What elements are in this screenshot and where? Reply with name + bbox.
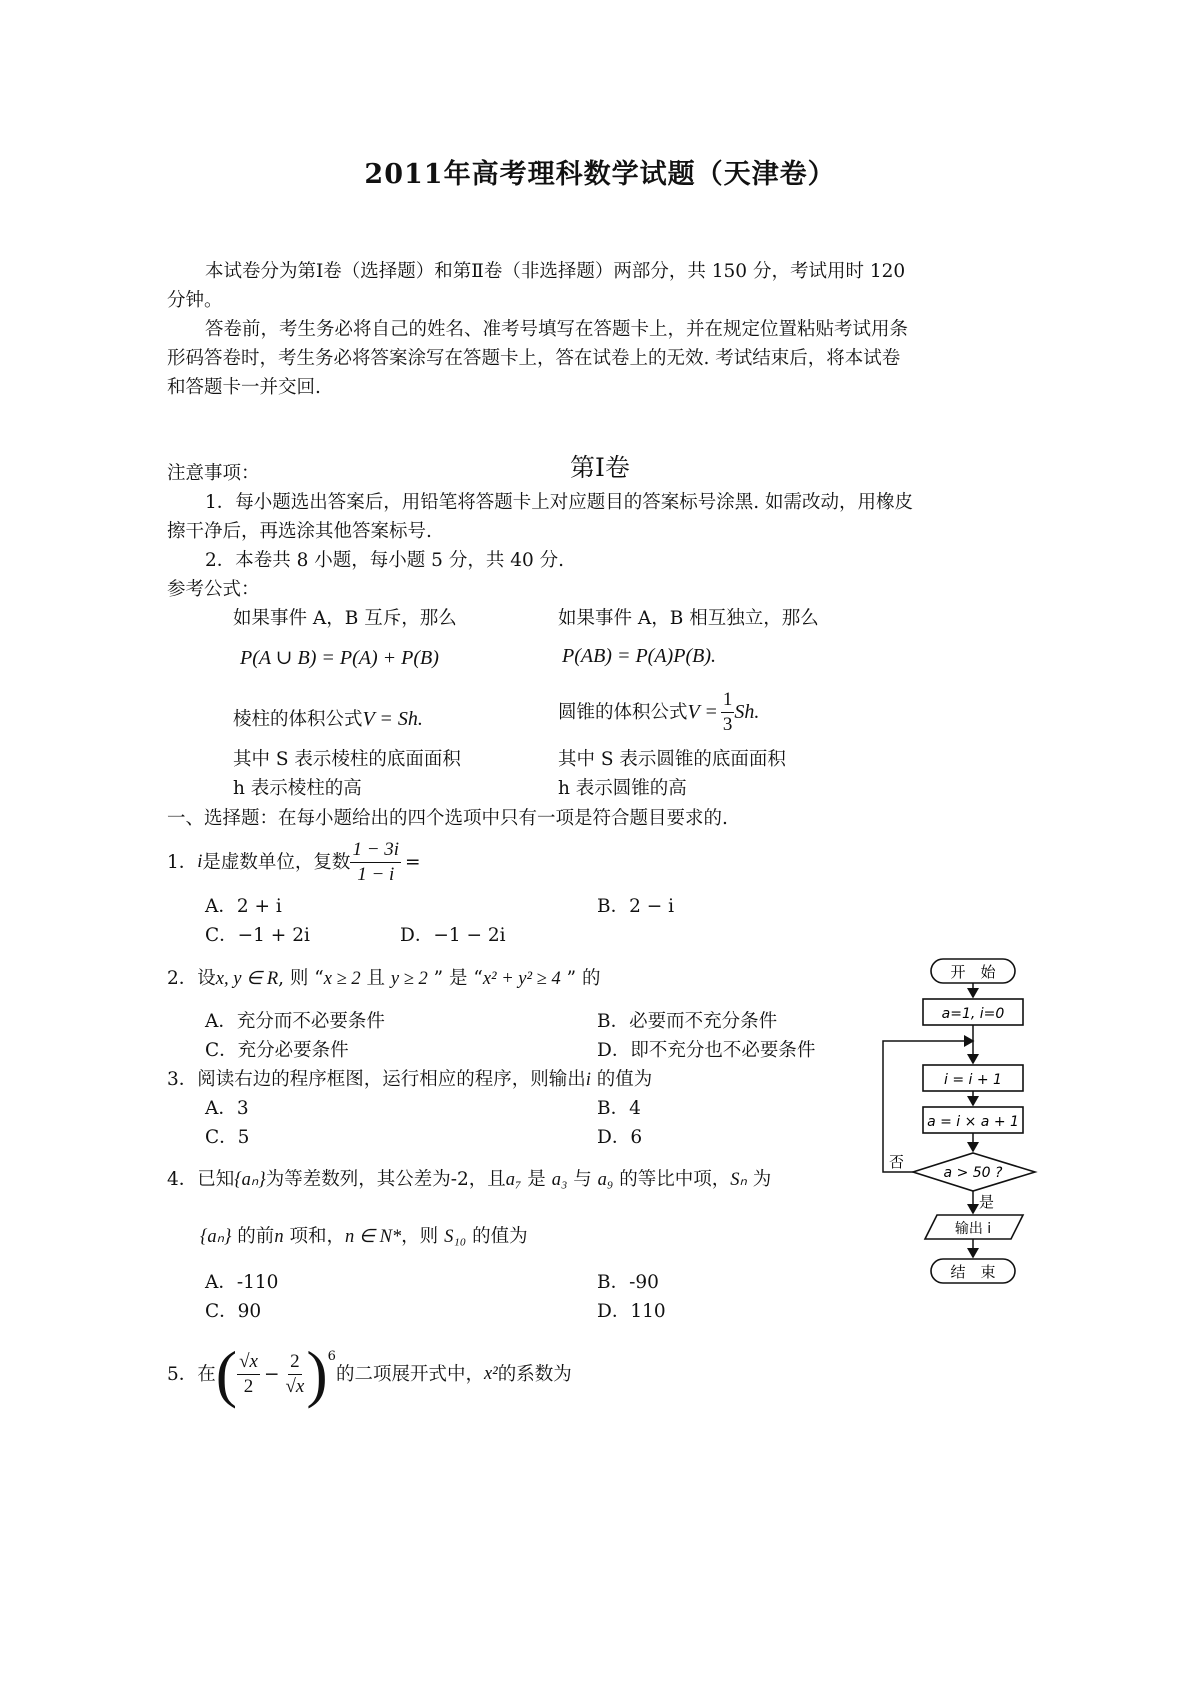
flow-end-label: 结 束 (950, 1263, 996, 1281)
q5-right-paren-icon: ) (306, 1338, 328, 1409)
q4-l1-a3: a₃ (551, 1170, 568, 1190)
flow-decision-label: a > 50 ? (943, 1165, 1003, 1181)
q5-fraction-1 (237, 1350, 260, 1399)
q4-option-c: C．90 (205, 1301, 262, 1322)
q3-stem-b: 的值为 (590, 1069, 653, 1090)
q4-l2-s10: S₁₀ (444, 1227, 467, 1247)
flow-yes-label: 是 (979, 1193, 995, 1211)
part1-heading: 一、选择题：在每小题给出的四个选项中只有一项是符合题目要求的. (167, 808, 728, 829)
q5-fraction-2 (283, 1350, 306, 1399)
intro-p2-line1: 答卷前，考生务必将自己的姓名、准考号填写在答题卡上，并在规定位置粘贴考试用条 (205, 319, 909, 340)
q4-l1-c: 是 (521, 1169, 552, 1190)
q2-option-a: A．充分而不必要条件 (205, 1011, 385, 1032)
q3-option-b: B．4 (597, 1098, 641, 1119)
q1-option-d: D．−1 − 2i (400, 925, 506, 946)
q4-l1-e: 的等比中项， (613, 1169, 731, 1190)
q2-stem-b: x, y ∈ R (215, 969, 279, 989)
q1-fraction (350, 838, 401, 887)
q2-option-c: C．充分必要条件 (205, 1040, 349, 1061)
prism-volume-label: 棱柱的体积公式 (233, 709, 363, 730)
q4-l2-d: 的值为 (466, 1226, 528, 1247)
q4-l2-seq: {aₙ} (200, 1227, 232, 1247)
formula-union: P(A ∪ B) = P(A) + P(B) (240, 647, 439, 669)
q1-option-c: C．−1 + 2i (205, 925, 310, 946)
q4-l1-seq: {aₙ} (234, 1170, 266, 1190)
q4-l2-n: n (274, 1227, 284, 1247)
q4-l1-b: 为等差数列，其公差为-2，且 (265, 1169, 506, 1190)
q2-stem-d: x ≥ 2 (323, 969, 361, 989)
q1-option-a: A．2 + i (205, 896, 282, 917)
q3-stem-a: 3．阅读右边的程序框图，运行相应的程序，则输出 (167, 1069, 586, 1090)
q1-text: 是虚数单位，复数 (202, 852, 351, 873)
q5-den2: √x (285, 1375, 305, 1397)
formula-right-condition: 如果事件 A，B 相互独立，那么 (558, 608, 819, 629)
q1-i: i (197, 852, 203, 872)
prism-volume-formula: V = Sh. (362, 708, 423, 730)
flow-no-label: 否 (889, 1153, 905, 1171)
flow-start-label: 开 始 (950, 963, 996, 981)
q4-l1-f: 为 (746, 1169, 772, 1190)
q2-option-d: D．即不充分也不必要条件 (597, 1040, 816, 1061)
q2-stem (167, 963, 600, 995)
q4-l1-sn: Sₙ (730, 1170, 747, 1190)
intro-p2-line3: 和答题卡一并交回. (167, 377, 321, 398)
q3-stem (167, 1064, 652, 1096)
page-title: 2011年高考理科数学试题（天津卷） (364, 159, 836, 190)
formula-left-condition: 如果事件 A，B 互斥，那么 (233, 608, 457, 629)
q3-option-a: A．3 (205, 1098, 249, 1119)
q2-stem-e: 且 (360, 968, 391, 989)
notes-heading: 注意事项： (167, 463, 260, 484)
q4-l2-nin: n ∈ N* (344, 1227, 402, 1247)
section-title: 第Ⅰ卷 (570, 453, 630, 482)
intro-p1-line1: 本试卷分为第Ⅰ卷（选择题）和第Ⅱ卷（非选择题）两部分，共 150 分，考试用时 120 (205, 261, 906, 282)
q5-post-b: 的系数为 (497, 1363, 572, 1385)
q3-option-d: D．6 (597, 1127, 643, 1148)
q5-minus: − (263, 1363, 280, 1385)
prism-s-note: 其中 S 表示棱柱的底面面积 (233, 749, 461, 770)
cone-volume-rest: Sh. (734, 701, 760, 723)
q2-stem-f: y ≥ 2 (390, 969, 428, 989)
cone-h-note: h 表示圆锥的高 (558, 778, 687, 799)
q1-number: 1． (167, 852, 198, 873)
q1-fraction-num: 1 − 3i (350, 838, 401, 863)
note-2: 2．本卷共 8 小题，每小题 5 分，共 40 分. (205, 550, 565, 571)
q4-line2 (200, 1221, 528, 1253)
q2-stem-a: 2．设 (167, 968, 216, 989)
note-1-line1: 1．每小题选出答案后，用铅笔将答题卡上对应题目的答案标号涂黑. 如需改动，用橡皮 (205, 492, 914, 513)
q4-line1 (167, 1164, 771, 1196)
q5-pre: 5．在 (167, 1363, 216, 1385)
prism-h-note: h 表示棱柱的高 (233, 778, 362, 799)
q4-l1-a: 4．已知 (167, 1169, 235, 1190)
q4-option-b: B．-90 (597, 1272, 659, 1293)
program-flowchart (875, 955, 1045, 1295)
cone-s-note: 其中 S 表示圆锥的底面面积 (558, 749, 786, 770)
q5-num2: 2 (288, 1350, 302, 1375)
cone-volume-v: V = (687, 701, 718, 723)
q5-post-a: 的二项展开式中， (335, 1363, 484, 1385)
q5-post-x2: x² (483, 1363, 498, 1384)
q4-option-d: D．110 (597, 1301, 666, 1322)
q5-den1: 2 (243, 1375, 254, 1397)
q4-l1-a9: a₉ (597, 1170, 614, 1190)
q2-option-b: B．必要而不充分条件 (597, 1011, 778, 1032)
q1-fraction-den: 1 − i (357, 864, 395, 885)
cone-volume-label: 圆锥的体积公式 (558, 702, 688, 723)
q4-option-a: A．-110 (205, 1272, 279, 1293)
flow-init-label: a=1, i=0 (941, 1006, 1005, 1022)
q2-stem-i: ” 的 (560, 968, 601, 989)
q1-option-b: B．2 − i (597, 896, 675, 917)
cone-fraction-den: 3 (722, 714, 733, 735)
q2-stem-h: x² + y² ≥ 4 (482, 969, 561, 989)
q4-l1-a7: a₇ (505, 1170, 522, 1190)
q4-l2-a: 的前 (231, 1226, 275, 1247)
cone-fraction-num: 1 (721, 688, 735, 713)
q2-stem-c: , 则 “ (278, 968, 324, 989)
q1-equals: = (405, 852, 421, 873)
cone-volume-line (558, 688, 759, 737)
q4-l2-c: ，则 (401, 1226, 445, 1247)
q3-stem-i: i (585, 1070, 591, 1090)
intro-p2-line2: 形码答卷时，考生务必将答案涂写在答题卡上，答在试卷上的无效. 考试结束后，将本试卷 (167, 348, 901, 369)
cone-fraction (721, 688, 735, 737)
q2-stem-g: ” 是 “ (427, 968, 483, 989)
flow-update-label: a = i × a + 1 (927, 1114, 1019, 1130)
flow-increment-label: i = i + 1 (944, 1072, 1002, 1088)
prism-volume-line (233, 704, 423, 735)
q3-option-c: C．5 (205, 1127, 250, 1148)
formula-independent: P(AB) = P(A)P(B). (562, 645, 716, 667)
q4-l1-d: 与 (567, 1169, 598, 1190)
q4-l2-b: 项和， (283, 1226, 345, 1247)
note-1-line2: 擦干净后，再选涂其他答案标号. (167, 521, 432, 542)
q5-num1: √x (237, 1350, 260, 1375)
q5-stem (167, 1335, 572, 1413)
q5-left-paren-icon: ( (215, 1338, 238, 1409)
flow-output-label: 输出 i (954, 1221, 992, 1237)
q5-exponent: 6 (327, 1349, 336, 1364)
intro-p1-line2: 分钟。 (167, 290, 223, 311)
formulas-heading: 参考公式： (167, 579, 260, 600)
q1-stem (167, 838, 421, 887)
